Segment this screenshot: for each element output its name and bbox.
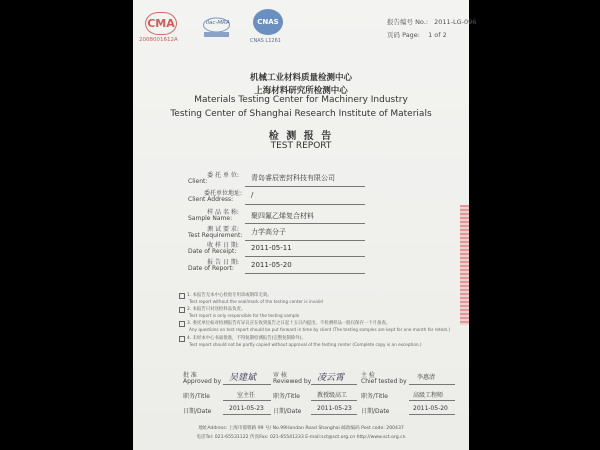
field-value-client: 青岛睿辰密封科技有限公司 (251, 174, 335, 182)
cma-logo: CMA (145, 12, 177, 35)
signature-line (223, 384, 271, 385)
ilac-mra-label: ilac-MRA (206, 20, 230, 26)
tester-title: 高级工程师 (413, 392, 444, 399)
reviewed-signature: 凌云霄 (317, 373, 345, 383)
reviewed-label-cn: 审 核 (273, 372, 287, 379)
approved-label-cn: 批 准 (183, 372, 197, 379)
field-label-cn: 样 品 名 称: (207, 209, 239, 216)
cma-code: 2008001612A (139, 37, 178, 43)
signature-line (409, 384, 455, 385)
field-underline (245, 223, 365, 224)
title-label: 职务/Title (361, 393, 388, 400)
note-en: Test report should not be partly copied without approval of the testing center (Complete copy is an exception.) (189, 342, 422, 347)
field-underline (245, 273, 365, 274)
cnas-code: CNAS L1261 (250, 38, 281, 44)
note-cn: 2. 本报告只对送检样品负责。 (187, 307, 246, 312)
note-checkbox (179, 307, 185, 313)
note-en: Test report without the seal/mark of the testing center is invalid (189, 299, 323, 304)
field-underline (245, 204, 365, 205)
report-number-label: 报告编号 No.: (387, 18, 429, 26)
note-checkbox (179, 321, 185, 327)
footer-contact: 电话Tel: 021-65531122 传真Fax: 021-65541233 E-mail:sct@sct.org.cn http://www.sct.org.cn (196, 435, 406, 440)
note-checkbox (179, 336, 185, 342)
cnas-logo: CNAS (253, 9, 283, 35)
approved-date: 2011-05-23 (229, 405, 264, 412)
date-label: 日期/Date (183, 408, 212, 415)
date-label: 日期/Date (361, 408, 390, 415)
note-cn: 3. 委托单位如对检测报告有异议应在收到报告之日起十五日内提出。不检测样品一般仅保存一个月备查。 (187, 321, 391, 326)
page-edge-stripe (460, 205, 469, 325)
page-number-label: 页码 Page: (387, 31, 420, 39)
report-title-en: TEST REPORT (270, 141, 332, 151)
tester-label-en: Chief tested by (361, 378, 407, 385)
field-label-cn: 测 试 要 求: (207, 226, 239, 233)
tester-date: 2011-05-20 (413, 405, 448, 412)
report-page (133, 0, 477, 450)
field-label-en: Test Requirement: (188, 232, 243, 239)
note-en: Any questions on test report should be put forward in time by client (The testing samples are kept for one month for retest.) (189, 327, 451, 332)
ilac-mra-logo (200, 15, 233, 39)
field-underline (245, 256, 365, 257)
field-label-en: Date of Report: (188, 265, 234, 272)
page-number (387, 30, 447, 39)
tester-label-cn: 主 检 (361, 372, 375, 379)
field-value-test-requirement: 力学高分子 (251, 228, 286, 236)
note-en: Test report is only responsible for the testing sample (189, 313, 300, 318)
note-cn: 1. 本报告无本中心检验专用章或钢印无效。 (187, 293, 272, 298)
field-label-cn: 委 托 单 位: (207, 172, 239, 179)
field-label-en: Client: (188, 178, 208, 185)
report-title-cn: 检 测 报 告 (268, 131, 334, 142)
page-number-value: 1 of 2 (428, 31, 447, 39)
signature-line (223, 400, 271, 401)
field-label-cn: 收 样 日 期: (207, 242, 239, 249)
org-name-en-2: Testing Center of Shanghai Research Institute of Materials (170, 109, 432, 119)
reviewed-label-en: Reviewed by (273, 378, 312, 385)
signature-line (311, 384, 357, 385)
field-underline (245, 186, 365, 187)
field-label-en: Client Address: (188, 196, 234, 203)
org-name-cn-1: 机械工业材料质量检测中心 (249, 73, 352, 83)
date-label: 日期/Date (273, 408, 302, 415)
title-label: 职务/Title (183, 393, 210, 400)
field-label-cn: 报 告 日 期: (207, 259, 239, 266)
report-number (387, 17, 476, 26)
signature-line (409, 400, 455, 401)
field-value-date-of-receipt: 2011-05-11 (251, 244, 292, 252)
note-checkbox (179, 293, 185, 299)
org-name-en-1: Materials Testing Center for Machinery Industry (194, 95, 408, 105)
note-cn: 4. 未经本中心书面批准，不得复制检测报告(完整复制除外)。 (187, 336, 306, 341)
field-label-en: Sample Name: (188, 215, 233, 222)
field-value-date-of-report: 2011-05-20 (251, 261, 292, 269)
footer-address: 地址Address: 上海市邯郸路 99 号/ No.99Handan Road Shanghai 邮政编码 Post code: 200437 (198, 426, 404, 431)
field-value-client-address: / (251, 191, 254, 199)
approved-label-en: Approved by (183, 378, 222, 385)
signature-line (311, 400, 357, 401)
signature-line (223, 414, 271, 415)
signature-line (311, 414, 357, 415)
field-value-sample-name: 聚四氟乙烯复合材料 (251, 212, 314, 220)
title-label: 职务/Title (273, 393, 300, 400)
field-underline (245, 240, 365, 241)
report-number-value: 2011-LG-096 (434, 18, 477, 26)
org-name-cn-2: 上海材料研究所检测中心 (254, 86, 348, 96)
tester-name: 李惠清 (417, 374, 436, 381)
signature-line (409, 414, 455, 415)
approved-title: 室主任 (237, 392, 256, 399)
reviewed-date: 2011-05-23 (317, 405, 352, 412)
reviewed-title: 教授级高工 (317, 392, 348, 399)
approved-signature: 吴建斌 (229, 373, 257, 383)
field-label-cn: 委托单位地址: (203, 190, 243, 197)
field-label-en: Date of Receipt: (188, 248, 237, 255)
